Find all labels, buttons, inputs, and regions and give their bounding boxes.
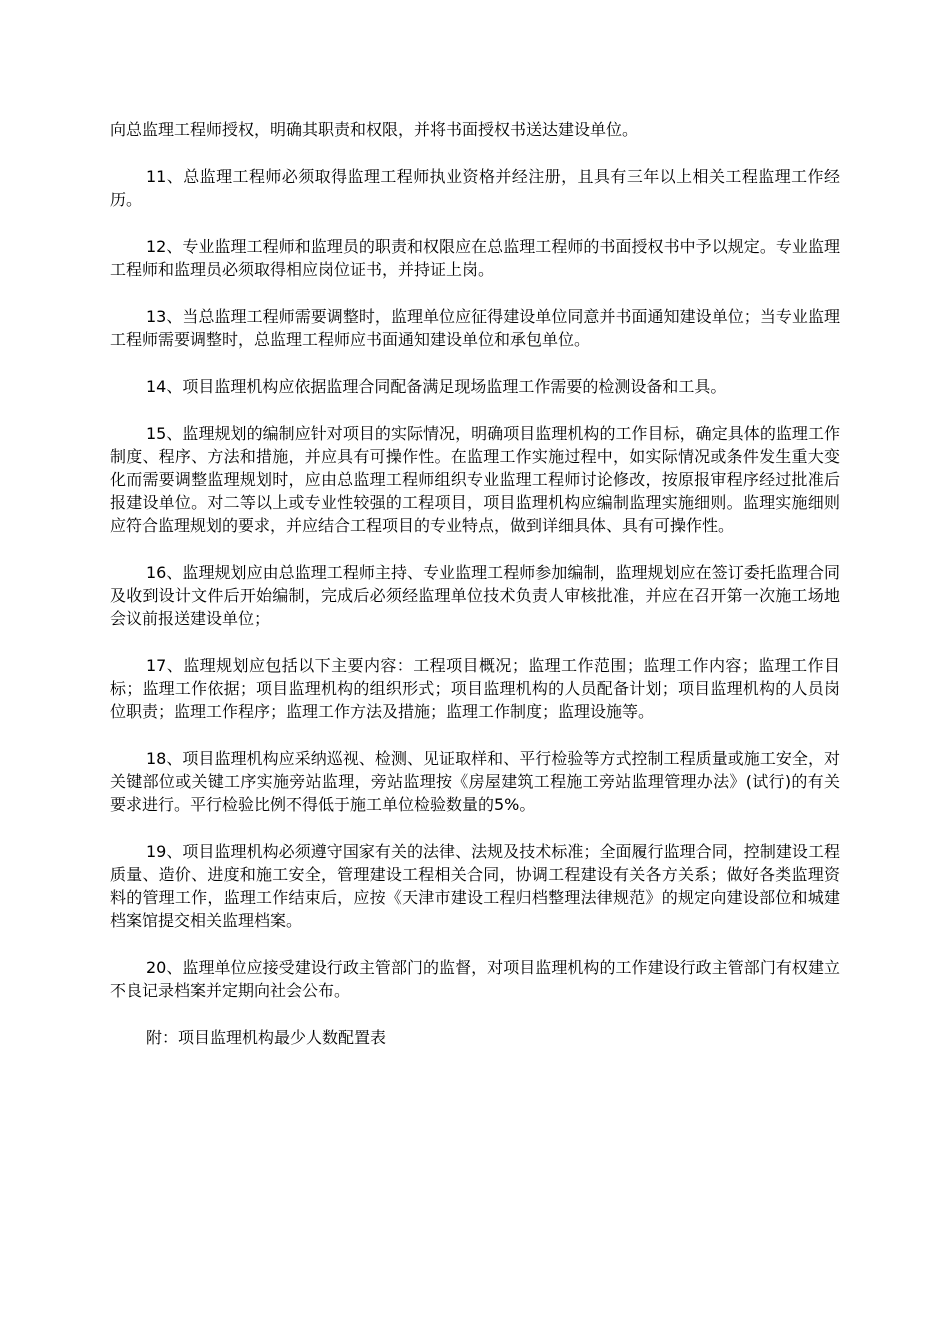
- paragraph-item-14: 14、项目监理机构应依据监理合同配备满足现场监理工作需要的检测设备和工具。: [146, 377, 727, 396]
- paragraph-item-11: 11、总监理工程师必须取得监理工程师执业资格并经注册，且具有三年以上相关工程监理工作经历。: [110, 167, 840, 209]
- paragraph-item-17: 17、监理规划应包括以下主要内容：工程项目概况；监理工作范围；监理工作内容；监理工作目标；监理工作依据；项目监理机构的组织形式；项目监理机构的人员配备计划；项目监理机构的人员岗位职责；监理工作程序；监理工作方法及措施；监理工作制度；监理设施等。: [110, 656, 840, 721]
- paragraph-item-18: 18、项目监理机构应采纳巡视、检测、见证取样和、平行检验等方式控制工程质量或施工安全，对关键部位或关键工序实施旁站监理，旁站监理按《房屋建筑工程施工旁站监理管理办法》(试行)的有关要求进行。平行检验比例不得低于施工单位检验数量的5%。: [110, 749, 840, 814]
- paragraph-continuation: 向总监理工程师授权，明确其职责和权限，并将书面授权书送达建设单位。: [110, 120, 639, 139]
- paragraph-item-13: 13、当总监理工程师需要调整时，监理单位应征得建设单位同意并书面通知建设单位；当专业监理工程师需要调整时，总监理工程师应书面通知建设单位和承包单位。: [110, 307, 840, 349]
- paragraph-item-16: 16、监理规划应由总监理工程师主持、专业监理工程师参加编制，监理规划应在签订委托监理合同及收到设计文件后开始编制，完成后必须经监理单位技术负责人审核批准，并应在召开第一次施工场地会议前报送建设单位；: [110, 563, 840, 628]
- document-page: [110, 118, 840, 1073]
- paragraph-item-12: 12、专业监理工程师和监理员的职责和权限应在总监理工程师的书面授权书中予以规定。专业监理工程师和监理员必须取得相应岗位证书，并持证上岗。: [110, 237, 840, 279]
- paragraph-item-19: 19、项目监理机构必须遵守国家有关的法律、法规及技术标准；全面履行监理合同，控制建设工程质量、造价、进度和施工安全，管理建设工程相关合同，协调工程建设有关各方关系；做好各类监理资料的管理工作，监理工作结束后，应按《天津市建设工程归档整理法律规范》的规定向建设部位和城建档案馆提交相关监理档案。: [110, 842, 840, 930]
- paragraph-item-15: 15、监理规划的编制应针对项目的实际情况，明确项目监理机构的工作目标，确定具体的监理工作制度、程序、方法和措施，并应具有可操作性。在监理工作实施过程中，如实际情况或条件发生重大变化而需要调整监理规划时，应由总监理工程师组织专业监理工程师讨论修改，按原报审程序经过批准后报建设单位。对二等以上或专业性较强的工程项目，项目监理机构应编制监理实施细则。监理实施细则应符合监理规划的要求，并应结合工程项目的专业特点，做到详细具体、具有可操作性。: [110, 424, 840, 535]
- appendix-note: 附：项目监理机构最少人数配置表: [146, 1028, 387, 1047]
- paragraph-item-20: 20、监理单位应接受建设行政主管部门的监督，对项目监理机构的工作建设行政主管部门有权建立不良记录档案并定期向社会公布。: [110, 958, 840, 1000]
